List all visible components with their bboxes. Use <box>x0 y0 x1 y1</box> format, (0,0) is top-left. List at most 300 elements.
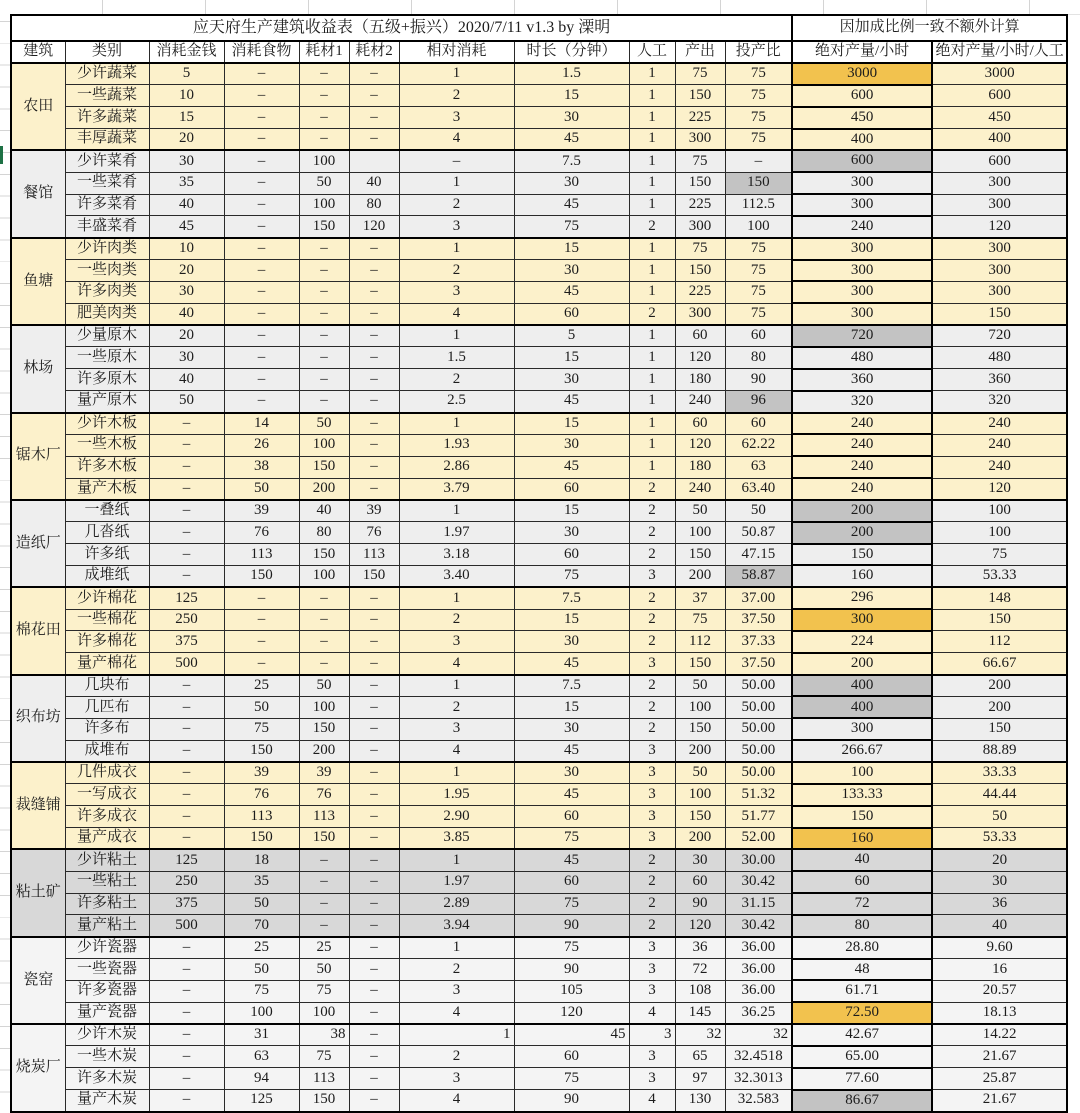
table-cell[interactable]: 45 <box>514 784 629 806</box>
table-cell[interactable]: 150 <box>299 456 349 478</box>
table-cell[interactable]: 少许蔬菜 <box>65 63 149 85</box>
table-cell[interactable]: 25.87 <box>932 1068 1067 1090</box>
table-cell[interactable]: 72 <box>792 893 932 915</box>
table-cell[interactable]: 100 <box>932 500 1067 522</box>
table-cell[interactable]: 160 <box>792 565 932 587</box>
table-cell[interactable]: 72 <box>675 959 725 981</box>
table-cell[interactable]: 112.5 <box>725 194 792 216</box>
table-cell[interactable]: 180 <box>675 369 725 391</box>
table-cell[interactable]: 40 <box>299 500 349 522</box>
table-cell[interactable]: 15 <box>149 107 224 129</box>
table-cell[interactable]: 几件成衣 <box>65 762 149 784</box>
table-cell[interactable]: 150 <box>299 1090 349 1112</box>
table-cell[interactable]: 4 <box>399 303 514 325</box>
table-cell[interactable]: – <box>349 696 399 718</box>
table-cell[interactable]: 2 <box>629 849 675 871</box>
table-cell[interactable]: 少许粘土 <box>65 849 149 871</box>
table-cell[interactable]: 3 <box>629 806 675 828</box>
table-cell[interactable]: 75 <box>514 893 629 915</box>
table-cell[interactable]: 许多木炭 <box>65 1068 149 1090</box>
table-cell[interactable]: 2 <box>399 85 514 107</box>
table-cell[interactable]: – <box>299 587 349 609</box>
table-cell[interactable]: 36 <box>675 937 725 959</box>
table-cell[interactable]: 200 <box>792 653 932 675</box>
table-cell[interactable]: 50.00 <box>725 740 792 762</box>
table-cell[interactable]: 1 <box>629 369 675 391</box>
table-cell[interactable]: 45 <box>514 740 629 762</box>
table-cell[interactable]: 400 <box>932 129 1067 151</box>
table-cell[interactable]: – <box>349 609 399 631</box>
table-cell[interactable]: 4 <box>629 1002 675 1024</box>
table-cell[interactable]: – <box>349 1002 399 1024</box>
table-cell[interactable]: 150 <box>932 303 1067 325</box>
table-cell[interactable]: – <box>224 653 299 675</box>
table-cell[interactable]: 2 <box>399 260 514 282</box>
table-cell[interactable]: 45 <box>514 129 629 151</box>
table-cell[interactable]: 45 <box>514 849 629 871</box>
table-cell[interactable]: 240 <box>792 456 932 478</box>
table-cell[interactable]: – <box>349 347 399 369</box>
table-cell[interactable]: 240 <box>792 478 932 500</box>
table-cell[interactable]: 50 <box>149 391 224 413</box>
table-cell[interactable]: 200 <box>792 522 932 544</box>
table-cell[interactable]: – <box>149 544 224 566</box>
table-cell[interactable]: – <box>349 740 399 762</box>
table-cell[interactable]: – <box>149 696 224 718</box>
table-cell[interactable]: – <box>349 1024 399 1046</box>
table-cell[interactable]: 许多棉花 <box>65 631 149 653</box>
table-cell[interactable]: 50 <box>299 172 349 194</box>
table-cell[interactable]: – <box>149 806 224 828</box>
table-cell[interactable]: 125 <box>149 849 224 871</box>
table-cell[interactable]: – <box>149 959 224 981</box>
table-cell[interactable]: 480 <box>792 347 932 369</box>
table-cell[interactable]: 80 <box>725 347 792 369</box>
table-cell[interactable]: – <box>149 828 224 850</box>
table-cell[interactable]: 一些原木 <box>65 347 149 369</box>
table-cell[interactable]: 200 <box>675 828 725 850</box>
table-cell[interactable]: 75 <box>514 828 629 850</box>
table-cell[interactable]: 44.44 <box>932 784 1067 806</box>
table-cell[interactable]: 3 <box>629 1046 675 1068</box>
table-cell[interactable]: – <box>349 63 399 85</box>
table-cell[interactable]: – <box>149 1090 224 1112</box>
table-cell[interactable]: 许多瓷器 <box>65 980 149 1002</box>
table-cell[interactable]: – <box>349 937 399 959</box>
table-cell[interactable]: 31 <box>224 1024 299 1046</box>
table-cell[interactable]: 4 <box>399 1002 514 1024</box>
table-cell[interactable]: 75 <box>725 281 792 303</box>
table-cell[interactable]: 4 <box>399 740 514 762</box>
table-cell[interactable]: 量产棉花 <box>65 653 149 675</box>
table-cell[interactable]: – <box>349 1090 399 1112</box>
table-cell[interactable]: – <box>349 369 399 391</box>
table-cell[interactable]: 200 <box>675 740 725 762</box>
table-cell[interactable]: 2 <box>629 303 675 325</box>
table-cell[interactable]: 少许木板 <box>65 413 149 435</box>
column-header[interactable]: 绝对产量/小时 <box>792 41 932 63</box>
table-cell[interactable]: 1 <box>399 238 514 260</box>
table-cell[interactable]: 25 <box>224 675 299 697</box>
table-cell[interactable]: 量产瓷器 <box>65 1002 149 1024</box>
table-cell[interactable]: 240 <box>792 413 932 435</box>
table-cell[interactable]: 3.94 <box>399 915 514 937</box>
table-cell[interactable]: 61.71 <box>792 980 932 1002</box>
table-cell[interactable]: 1 <box>629 63 675 85</box>
table-cell[interactable]: – <box>149 1024 224 1046</box>
table-cell[interactable]: 300 <box>675 303 725 325</box>
table-cell[interactable]: 150 <box>792 544 932 566</box>
column-header[interactable]: 投产比 <box>725 41 792 63</box>
table-cell[interactable]: – <box>299 893 349 915</box>
table-cell[interactable]: 1 <box>399 325 514 347</box>
table-cell[interactable]: – <box>299 281 349 303</box>
table-cell[interactable]: – <box>149 413 224 435</box>
table-cell[interactable]: 150 <box>224 565 299 587</box>
table-cell[interactable]: 2 <box>399 369 514 391</box>
table-cell[interactable]: 39 <box>224 500 299 522</box>
table-cell[interactable]: 53.33 <box>932 828 1067 850</box>
table-cell[interactable]: 5 <box>514 325 629 347</box>
table-cell[interactable]: 4 <box>399 1090 514 1112</box>
table-cell[interactable]: 1 <box>399 413 514 435</box>
table-cell[interactable]: 31.15 <box>725 893 792 915</box>
table-cell[interactable]: 225 <box>675 107 725 129</box>
table-cell[interactable]: 600 <box>792 150 932 172</box>
table-cell[interactable]: 105 <box>514 980 629 1002</box>
table-cell[interactable]: 113 <box>224 544 299 566</box>
table-cell[interactable]: 45 <box>149 216 224 238</box>
table-cell[interactable]: 39 <box>224 762 299 784</box>
table-cell[interactable]: – <box>224 303 299 325</box>
table-cell[interactable]: 2 <box>399 1046 514 1068</box>
table-cell[interactable]: 30 <box>514 434 629 456</box>
table-cell[interactable]: 100 <box>299 150 349 172</box>
table-cell[interactable]: 150 <box>932 718 1067 740</box>
table-cell[interactable]: 3 <box>399 980 514 1002</box>
table-cell[interactable]: 300 <box>932 238 1067 260</box>
table-cell[interactable]: 600 <box>932 85 1067 107</box>
table-cell[interactable]: 3 <box>399 281 514 303</box>
table-cell[interactable]: 90 <box>675 893 725 915</box>
table-cell[interactable]: 75 <box>514 937 629 959</box>
table-cell[interactable]: 2 <box>629 478 675 500</box>
table-cell[interactable]: 48 <box>792 959 932 981</box>
table-cell[interactable]: – <box>299 915 349 937</box>
column-header[interactable]: 相对消耗 <box>399 41 514 63</box>
table-cell[interactable]: 38 <box>224 456 299 478</box>
table-cell[interactable]: 50 <box>224 696 299 718</box>
table-cell[interactable]: 51.77 <box>725 806 792 828</box>
table-cell[interactable]: – <box>349 238 399 260</box>
table-cell[interactable]: – <box>224 238 299 260</box>
table-cell[interactable]: 450 <box>792 107 932 129</box>
table-cell[interactable]: 50 <box>932 806 1067 828</box>
table-cell[interactable]: – <box>349 456 399 478</box>
table-cell[interactable]: 42.67 <box>792 1024 932 1046</box>
table-cell[interactable]: 15 <box>514 500 629 522</box>
table-cell[interactable]: – <box>349 762 399 784</box>
table-cell[interactable]: 40 <box>149 303 224 325</box>
table-cell[interactable]: 200 <box>932 675 1067 697</box>
table-cell[interactable]: 400 <box>792 675 932 697</box>
table-cell[interactable]: 375 <box>149 893 224 915</box>
table-cell[interactable]: 45 <box>514 456 629 478</box>
table-cell[interactable]: 2 <box>629 718 675 740</box>
table-cell[interactable]: 120 <box>932 478 1067 500</box>
table-cell[interactable]: 3 <box>629 784 675 806</box>
table-cell[interactable]: 1.93 <box>399 434 514 456</box>
table-cell[interactable]: – <box>299 107 349 129</box>
table-cell[interactable]: 1 <box>399 587 514 609</box>
building-label[interactable]: 裁缝铺 <box>11 762 65 849</box>
table-cell[interactable]: 38 <box>299 1024 349 1046</box>
table-cell[interactable]: 90 <box>514 959 629 981</box>
table-cell[interactable]: 150 <box>675 172 725 194</box>
table-cell[interactable]: 2 <box>399 959 514 981</box>
table-cell[interactable]: – <box>349 303 399 325</box>
table-cell[interactable]: 320 <box>932 391 1067 413</box>
table-cell[interactable]: 成堆纸 <box>65 565 149 587</box>
table-cell[interactable]: 52.00 <box>725 828 792 850</box>
table-cell[interactable]: 720 <box>792 325 932 347</box>
table-cell[interactable]: 15 <box>514 609 629 631</box>
table-cell[interactable]: 32.4518 <box>725 1046 792 1068</box>
table-cell[interactable]: 3 <box>399 631 514 653</box>
table-cell[interactable]: 许多成衣 <box>65 806 149 828</box>
table-cell[interactable]: 几匹布 <box>65 696 149 718</box>
table-cell[interactable]: – <box>349 1068 399 1090</box>
table-cell[interactable]: 400 <box>792 696 932 718</box>
table-cell[interactable]: 76 <box>299 784 349 806</box>
table-cell[interactable]: 150 <box>349 565 399 587</box>
table-cell[interactable]: – <box>299 369 349 391</box>
table-cell[interactable]: – <box>299 849 349 871</box>
table-cell[interactable]: 2 <box>629 696 675 718</box>
table-cell[interactable]: 240 <box>932 434 1067 456</box>
table-cell[interactable]: 76 <box>349 522 399 544</box>
table-cell[interactable]: 许多肉类 <box>65 281 149 303</box>
table-cell[interactable]: 1.95 <box>399 784 514 806</box>
table-cell[interactable]: 45 <box>514 653 629 675</box>
table-cell[interactable]: 1 <box>629 434 675 456</box>
table-cell[interactable]: 60 <box>514 303 629 325</box>
table-cell[interactable]: 量产成衣 <box>65 828 149 850</box>
table-cell[interactable]: 75 <box>514 1068 629 1090</box>
table-cell[interactable]: 1.5 <box>399 347 514 369</box>
note-merged-cell[interactable]: 因加成比例一致不额外计算 <box>792 15 1067 41</box>
table-cell[interactable]: 300 <box>675 216 725 238</box>
table-cell[interactable]: 75 <box>224 718 299 740</box>
table-cell[interactable]: 少许肉类 <box>65 238 149 260</box>
table-cell[interactable]: 100 <box>675 696 725 718</box>
table-cell[interactable]: 300 <box>932 194 1067 216</box>
table-cell[interactable]: 18 <box>224 849 299 871</box>
table-cell[interactable]: 1 <box>399 500 514 522</box>
table-cell[interactable]: 20.57 <box>932 980 1067 1002</box>
table-cell[interactable]: 225 <box>675 281 725 303</box>
table-cell[interactable]: 50 <box>675 675 725 697</box>
table-cell[interactable]: 9.60 <box>932 937 1067 959</box>
table-cell[interactable]: 1.97 <box>399 871 514 893</box>
table-cell[interactable]: 250 <box>149 609 224 631</box>
table-cell[interactable]: 75 <box>299 980 349 1002</box>
table-cell[interactable]: 375 <box>149 631 224 653</box>
table-cell[interactable]: 3000 <box>792 63 932 85</box>
table-cell[interactable]: 37.50 <box>725 653 792 675</box>
table-cell[interactable]: 10 <box>149 85 224 107</box>
table-cell[interactable]: 240 <box>792 434 932 456</box>
table-cell[interactable]: 75 <box>725 85 792 107</box>
table-cell[interactable]: – <box>224 194 299 216</box>
table-cell[interactable]: 许多原木 <box>65 369 149 391</box>
table-cell[interactable]: 40 <box>792 849 932 871</box>
table-cell[interactable]: 30.42 <box>725 915 792 937</box>
table-cell[interactable]: 300 <box>932 260 1067 282</box>
table-cell[interactable]: 225 <box>675 194 725 216</box>
table-cell[interactable]: 35 <box>224 871 299 893</box>
table-cell[interactable]: 30.42 <box>725 871 792 893</box>
table-cell[interactable]: 许多布 <box>65 718 149 740</box>
table-cell[interactable]: 40 <box>149 369 224 391</box>
column-header[interactable]: 消耗食物 <box>224 41 299 63</box>
table-cell[interactable]: 1 <box>399 63 514 85</box>
table-cell[interactable]: 一些菜肴 <box>65 172 149 194</box>
table-cell[interactable]: 1 <box>399 172 514 194</box>
table-cell[interactable]: 2.5 <box>399 391 514 413</box>
table-cell[interactable]: 26 <box>224 434 299 456</box>
table-cell[interactable]: – <box>349 675 399 697</box>
table-cell[interactable]: 32.3013 <box>725 1068 792 1090</box>
table-cell[interactable]: 10 <box>149 238 224 260</box>
table-cell[interactable]: 300 <box>792 303 932 325</box>
table-cell[interactable]: 成堆布 <box>65 740 149 762</box>
table-cell[interactable]: – <box>299 391 349 413</box>
table-cell[interactable]: 300 <box>675 129 725 151</box>
table-cell[interactable]: – <box>149 522 224 544</box>
building-label[interactable]: 棉花田 <box>11 587 65 674</box>
table-cell[interactable]: 量产原木 <box>65 391 149 413</box>
table-cell[interactable]: 少许瓷器 <box>65 937 149 959</box>
column-header[interactable]: 类别 <box>65 41 149 63</box>
table-cell[interactable]: – <box>149 478 224 500</box>
table-cell[interactable]: 75 <box>675 609 725 631</box>
table-cell[interactable]: 许多菜肴 <box>65 194 149 216</box>
table-cell[interactable]: 36.00 <box>725 937 792 959</box>
table-cell[interactable]: 50 <box>224 893 299 915</box>
table-cell[interactable]: 62.22 <box>725 434 792 456</box>
table-cell[interactable]: 500 <box>149 653 224 675</box>
table-cell[interactable]: 60 <box>514 478 629 500</box>
table-cell[interactable]: 一些瓷器 <box>65 959 149 981</box>
table-cell[interactable]: – <box>149 434 224 456</box>
table-cell[interactable]: 3 <box>629 937 675 959</box>
table-cell[interactable]: 3.18 <box>399 544 514 566</box>
table-cell[interactable]: – <box>349 849 399 871</box>
table-cell[interactable]: 150 <box>224 828 299 850</box>
table-cell[interactable]: – <box>299 63 349 85</box>
table-cell[interactable]: 150 <box>675 653 725 675</box>
table-cell[interactable]: – <box>349 871 399 893</box>
table-cell[interactable]: – <box>349 129 399 151</box>
table-cell[interactable]: 30 <box>932 871 1067 893</box>
table-cell[interactable]: 36.00 <box>725 959 792 981</box>
table-cell[interactable]: – <box>149 980 224 1002</box>
table-cell[interactable]: 65 <box>675 1046 725 1068</box>
table-cell[interactable]: 300 <box>792 609 932 631</box>
table-cell[interactable]: 3 <box>629 1068 675 1090</box>
table-cell[interactable]: 50 <box>299 959 349 981</box>
table-cell[interactable]: 50.87 <box>725 522 792 544</box>
table-cell[interactable]: – <box>224 260 299 282</box>
table-cell[interactable]: 150 <box>675 260 725 282</box>
table-cell[interactable]: 150 <box>675 544 725 566</box>
column-header[interactable]: 时长（分钟） <box>514 41 629 63</box>
table-cell[interactable]: 150 <box>299 216 349 238</box>
table-cell[interactable]: 50 <box>675 500 725 522</box>
table-cell[interactable]: 30 <box>514 107 629 129</box>
table-cell[interactable]: – <box>149 937 224 959</box>
table-cell[interactable]: 5 <box>149 63 224 85</box>
table-cell[interactable]: 少量原木 <box>65 325 149 347</box>
table-cell[interactable]: 125 <box>224 1090 299 1112</box>
table-cell[interactable]: – <box>399 150 514 172</box>
table-cell[interactable]: 150 <box>675 806 725 828</box>
building-label[interactable]: 农田 <box>11 63 65 150</box>
table-cell[interactable]: – <box>349 980 399 1002</box>
table-cell[interactable]: 1 <box>399 937 514 959</box>
table-cell[interactable]: 1 <box>629 260 675 282</box>
table-cell[interactable]: 1 <box>629 456 675 478</box>
table-cell[interactable]: 1 <box>629 129 675 151</box>
table-cell[interactable]: 20 <box>149 260 224 282</box>
table-cell[interactable]: 1 <box>629 391 675 413</box>
table-cell[interactable]: – <box>349 391 399 413</box>
table-cell[interactable]: 120 <box>675 434 725 456</box>
table-cell[interactable]: 75 <box>932 544 1067 566</box>
table-cell[interactable]: 75 <box>725 129 792 151</box>
column-header[interactable]: 耗材1 <box>299 41 349 63</box>
table-cell[interactable]: – <box>224 63 299 85</box>
table-cell[interactable]: 15 <box>514 413 629 435</box>
table-cell[interactable]: 400 <box>792 129 932 151</box>
table-cell[interactable]: – <box>149 1068 224 1090</box>
table-cell[interactable]: 30 <box>149 150 224 172</box>
table-cell[interactable]: – <box>224 609 299 631</box>
table-cell[interactable]: 45 <box>514 391 629 413</box>
table-cell[interactable]: 1 <box>629 325 675 347</box>
table-cell[interactable]: – <box>299 871 349 893</box>
table-cell[interactable]: 250 <box>149 871 224 893</box>
table-cell[interactable]: 88.89 <box>932 740 1067 762</box>
column-header[interactable]: 建筑 <box>11 41 65 63</box>
table-cell[interactable]: 600 <box>932 150 1067 172</box>
table-cell[interactable]: 60 <box>514 871 629 893</box>
table-cell[interactable]: – <box>299 325 349 347</box>
table-cell[interactable]: 一些棉花 <box>65 609 149 631</box>
table-cell[interactable]: 45 <box>514 1024 629 1046</box>
table-cell[interactable]: 3 <box>399 107 514 129</box>
table-cell[interactable]: 75 <box>725 260 792 282</box>
table-cell[interactable]: – <box>149 500 224 522</box>
table-cell[interactable]: 200 <box>675 565 725 587</box>
table-cell[interactable]: 少许棉花 <box>65 587 149 609</box>
table-cell[interactable]: – <box>149 762 224 784</box>
table-cell[interactable]: 2 <box>399 194 514 216</box>
table-cell[interactable]: 4 <box>399 653 514 675</box>
table-cell[interactable]: – <box>349 107 399 129</box>
table-cell[interactable]: 60 <box>725 325 792 347</box>
